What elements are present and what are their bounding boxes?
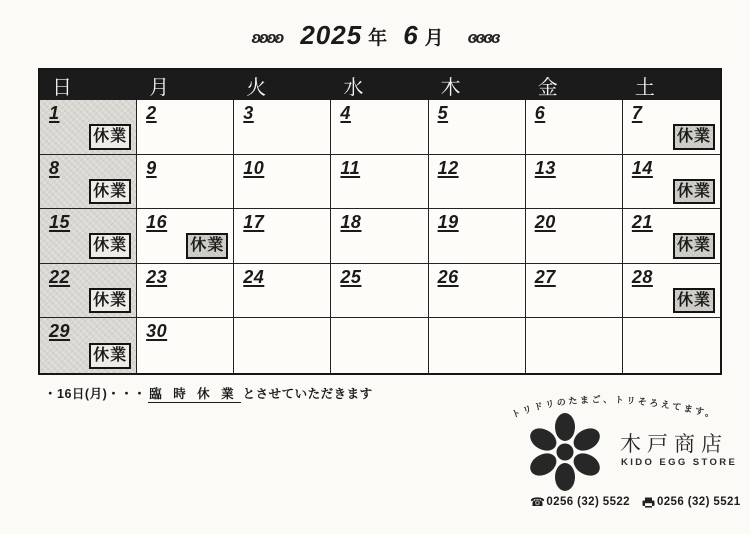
calendar-cell: [40, 264, 137, 319]
title-month: 6: [403, 20, 419, 50]
calendar-cell: [526, 209, 623, 264]
calendar-cell: [526, 100, 623, 155]
day-number: 2: [146, 103, 157, 123]
day-number: 5: [437, 103, 449, 123]
calendar-cell: [429, 318, 526, 373]
calendar-cell: [623, 155, 720, 210]
day-number: 1: [49, 103, 60, 123]
phone-icon: ☎: [530, 495, 546, 509]
calendar-cell: [40, 209, 137, 264]
closed-badge: 休業: [89, 343, 131, 369]
calendar-cell: [526, 155, 623, 210]
day-number: 25: [340, 266, 362, 287]
calendar-cell: [526, 318, 623, 373]
calendar-week-row: [40, 209, 720, 264]
closed-badge: 休業: [89, 179, 131, 205]
calendar-cell: [40, 318, 137, 373]
weekday-header-sun: 日: [52, 76, 72, 99]
ornament-left: ʚʚʚʚ: [251, 28, 283, 47]
calendar-cell: [623, 264, 720, 319]
weekday-header-mon: 月: [149, 76, 170, 99]
calendar-cell: [331, 318, 428, 373]
ornament-right: ɞɞɞɞ: [467, 28, 499, 47]
calendar-cell: [234, 209, 331, 264]
day-number: 12: [437, 157, 459, 178]
calendar-table: [38, 68, 722, 375]
egg-flower-icon: [526, 413, 604, 491]
calendar-cell: [234, 318, 331, 373]
day-number: 23: [146, 266, 168, 287]
day-number: 24: [243, 266, 265, 287]
day-number: 9: [146, 157, 157, 178]
day-number: 20: [534, 212, 556, 233]
logo-arc-slogan: トリドリのたまご、トリそろえてます。: [510, 394, 718, 421]
calendar-cell: [137, 100, 234, 155]
calendar-cell: [623, 318, 720, 373]
calendar-cell: [331, 209, 428, 264]
day-number: 11: [340, 157, 361, 178]
calendar-cell: [137, 155, 234, 210]
calendar-cell: [526, 264, 623, 319]
day-number: 17: [243, 212, 265, 233]
calendar-header-row: [40, 70, 720, 100]
footnote-prefix: ・16日(月)・・・: [44, 387, 147, 401]
page-title: [0, 20, 750, 51]
day-number: 18: [340, 212, 362, 233]
calendar-week-row: [40, 264, 720, 319]
calendar-cell: [137, 264, 234, 319]
title-month-label: 月: [424, 28, 444, 49]
calendar-cell: [40, 155, 137, 210]
phone-number: 0256 (32) 5522: [546, 496, 630, 508]
day-number: 27: [534, 266, 556, 287]
day-number: 14: [631, 157, 653, 178]
day-number: 7: [631, 103, 643, 123]
calendar-week-row: [40, 318, 720, 373]
fax-icon: [642, 497, 655, 508]
closed-badge: 休業: [673, 288, 715, 314]
calendar-cell: [429, 155, 526, 210]
day-number: 13: [534, 157, 556, 178]
calendar-week-row: [40, 155, 720, 210]
calendar-cell: [137, 209, 234, 264]
calendar-cell: [137, 318, 234, 373]
calendar-cell: [331, 155, 428, 210]
weekday-header-thu: 木: [440, 76, 461, 99]
weekday-header-fri: 金: [537, 76, 558, 99]
footnote: [44, 384, 373, 402]
calendar-cell: [429, 209, 526, 264]
svg-text:トリドリのたまご、トリそろえてます。: [510, 393, 718, 420]
weekday-header-sat: 土: [634, 76, 655, 99]
day-number: 28: [631, 266, 653, 287]
footnote-closure-term: 臨 時 休 業: [148, 387, 240, 403]
title-year-label: 年: [368, 28, 388, 49]
fax-number: 0256 (32) 5521: [656, 496, 741, 508]
calendar-cell: [429, 100, 526, 155]
calendar-cell: [234, 100, 331, 155]
calendar-cell: [429, 264, 526, 319]
closed-badge: 休業: [673, 233, 715, 259]
closed-badge: 休業: [673, 124, 715, 150]
calendar-week-row: [40, 100, 720, 155]
closed-badge: 休業: [89, 233, 131, 259]
calendar-cell: [331, 100, 428, 155]
calendar-body: [40, 100, 720, 373]
weekday-header-tue: 火: [246, 76, 267, 99]
day-number: 26: [437, 266, 459, 287]
day-number: 16: [146, 212, 168, 233]
store-name-jp: 木戸商店: [620, 433, 728, 456]
closed-badge: 休業: [673, 179, 715, 205]
day-number: 8: [49, 157, 60, 178]
calendar-cell: [623, 100, 720, 155]
day-number: 6: [534, 103, 546, 123]
calendar-cell: [40, 100, 137, 155]
day-number: 19: [437, 212, 459, 233]
day-number: 10: [243, 157, 265, 178]
day-number: 21: [631, 212, 653, 233]
day-number: 4: [340, 103, 351, 123]
contact-row: [530, 495, 741, 509]
day-number: 3: [243, 103, 254, 123]
store-name-en: KIDO EGG STORE: [621, 457, 738, 468]
day-number: 15: [49, 212, 71, 233]
closed-badge: 休業: [186, 233, 228, 259]
closed-badge: 休業: [89, 288, 131, 314]
calendar-cell: [234, 264, 331, 319]
calendar-cell: [234, 155, 331, 210]
closed-badge: 休業: [89, 124, 131, 150]
calendar-cell: [623, 209, 720, 264]
day-number: 29: [49, 321, 71, 342]
calendar-cell: [331, 264, 428, 319]
weekday-header-wed: 水: [343, 76, 364, 99]
footnote-suffix: とさせていただきます: [242, 387, 373, 401]
day-number: 22: [49, 266, 71, 287]
title-year: 2025: [300, 20, 363, 50]
day-number: 30: [146, 321, 168, 342]
